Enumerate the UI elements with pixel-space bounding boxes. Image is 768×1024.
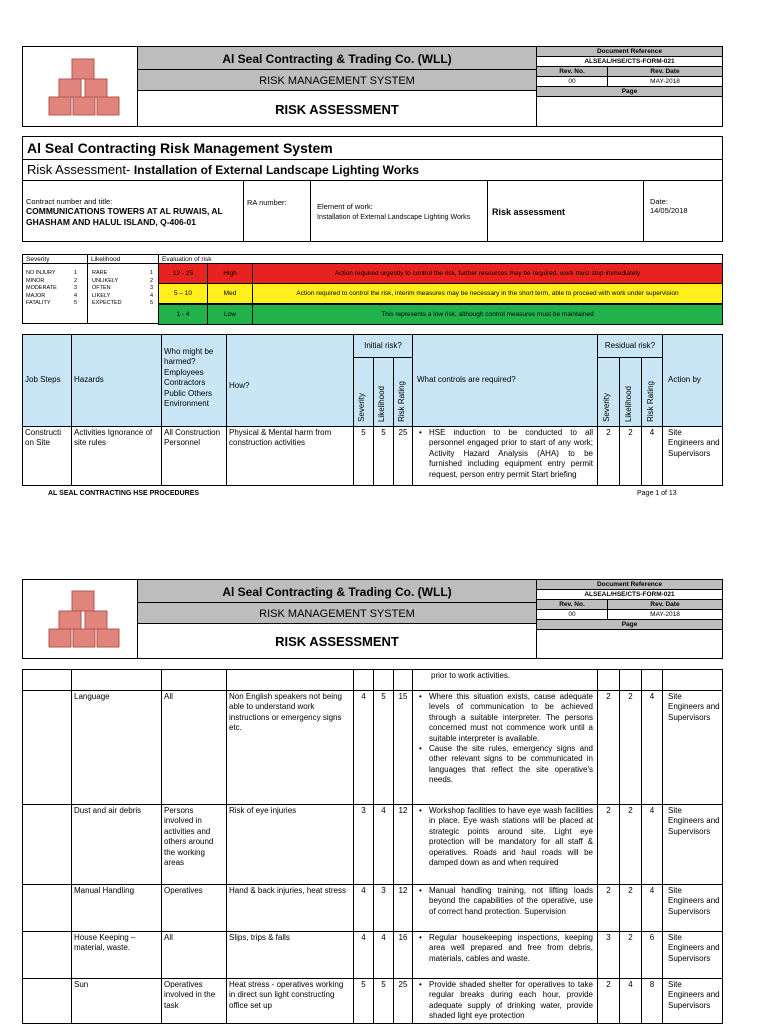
page-label: Page: [536, 86, 723, 97]
initial-rating: 12: [393, 804, 413, 885]
rev-no: 00: [536, 609, 608, 620]
contract-cell: [22, 180, 244, 242]
residual-rating: 4: [641, 426, 663, 486]
col-likelihood: Likelihood: [373, 357, 394, 427]
company-logo: [45, 589, 125, 651]
control-item: • Regular housekeeping inspections, keeping area well prepared and free from debris, materials, cables and waste.: [429, 933, 593, 964]
who-harmed: All: [161, 690, 227, 805]
col-how: How?: [226, 334, 354, 427]
control-item: • Cause the site rules, emergency signs and other relevant signs to be communicated in languages that reflect the site operative's needs.: [429, 744, 593, 786]
likelihood-item: LIKELY: [92, 292, 111, 299]
hazard: Activities Ignorance of site rules: [71, 426, 162, 486]
contract-value: COMMUNICATIONS TOWERS AT AL RUWAIS, AL GHASHAM AND HALUL ISLAND, Q-406-01: [26, 206, 223, 227]
carry-cell: [373, 669, 394, 691]
residual-rating: 6: [641, 931, 663, 979]
who-harmed: Persons involved in activities and others around the working areas: [161, 804, 227, 885]
residual-likelihood: 2: [619, 931, 642, 979]
job-step: [22, 804, 72, 885]
company-name: Al Seal Contracting & Trading Co. (WLL): [137, 579, 537, 603]
action-by: Site Engineers and Supervisors: [662, 884, 723, 932]
severity-head: Severity: [22, 254, 88, 264]
carry-over-text: prior to work activities.: [412, 669, 598, 691]
how-harmed: Risk of eye injuries: [226, 804, 354, 885]
who-harmed: All: [161, 931, 227, 979]
page-cell: [536, 96, 723, 127]
likelihood-num: 1: [150, 270, 154, 276]
residual-severity: 2: [597, 804, 620, 885]
risk-range: 5 – 10: [158, 283, 208, 304]
likelihood-num: 5: [150, 300, 154, 306]
carry-cell: [161, 669, 227, 691]
col-controls: What controls are required?: [412, 334, 598, 427]
risk-level: Med: [207, 283, 253, 304]
carry-cell: [226, 669, 354, 691]
action-by: Site Engineers and Supervisors: [662, 426, 723, 486]
col-initial-risk: Initial risk?: [353, 334, 413, 358]
how-harmed: Physical & Mental harm from construction activities: [226, 426, 354, 486]
initial-severity: 4: [353, 690, 374, 805]
risk-range: 1 - 4: [158, 304, 208, 325]
footer-right: Page 1 of 13: [637, 490, 677, 497]
ra-type-cell: [487, 180, 644, 242]
severity-num: 2: [74, 277, 78, 284]
initial-likelihood: 5: [373, 426, 394, 486]
likelihood-list: [87, 263, 159, 324]
footer-left: AL SEAL CONTRACTING HSE PROCEDURES: [48, 490, 200, 497]
element-cell: [310, 180, 488, 242]
rev-no: 00: [536, 76, 608, 87]
residual-rating: 4: [641, 884, 663, 932]
logo-cell: [22, 46, 138, 127]
severity-num: 4: [74, 292, 78, 299]
carry-cell: [619, 669, 642, 691]
severity-item: MODERATE: [26, 285, 57, 291]
initial-rating: 15: [393, 690, 413, 805]
initial-severity: 5: [353, 978, 374, 1024]
initial-severity: 4: [353, 931, 374, 979]
doc-ref-label: Document Reference: [536, 579, 723, 590]
how-harmed: Slips, trips & falls: [226, 931, 354, 979]
likelihood-item: EXPECTED: [92, 300, 122, 306]
who-harmed: Operatives: [161, 884, 227, 932]
hazard: Language: [71, 690, 162, 805]
col-risk-rating: Risk Rating: [393, 357, 413, 427]
col-res-risk-rating: Risk Rating: [641, 357, 663, 427]
likelihood-item: OFTEN: [92, 285, 111, 291]
initial-likelihood: 4: [373, 804, 394, 885]
initial-rating: 16: [393, 931, 413, 979]
carry-cell: [393, 669, 413, 691]
residual-rating: 8: [641, 978, 663, 1024]
rev-date: MAY-2018: [607, 609, 723, 620]
ra-type: Risk assessment: [492, 207, 566, 217]
initial-severity: 5: [353, 426, 374, 486]
system-title: Al Seal Contracting Risk Management System: [22, 136, 723, 160]
risk-action-text: Action required to control the risk, interim measures may be necessary in the short term, able to proceed with work under supervision: [252, 283, 723, 304]
initial-likelihood: 5: [373, 690, 394, 805]
residual-severity: 2: [597, 426, 620, 486]
carry-cell: [597, 669, 620, 691]
date-value: 14/05/2018: [650, 206, 688, 215]
severity-item: MAJOR: [26, 292, 46, 299]
ra-subject: Installation of External Landscape Lighting Works: [133, 163, 420, 177]
col-job-steps: Job Steps: [22, 334, 72, 427]
controls: [412, 884, 598, 932]
likelihood-item: RARE: [92, 270, 108, 276]
control-item: • Provide shaded shelter for operatives to take regular breaks during each hour, provide adequate supply of drinking water, provide shaded light eye protection: [429, 980, 593, 1022]
action-by: Site Engineers and Supervisors: [662, 931, 723, 979]
risk-range: 12 - 25: [158, 263, 208, 284]
col-hazards: Hazards: [71, 334, 162, 427]
residual-likelihood: 4: [619, 978, 642, 1024]
likelihood-num: 2: [150, 277, 154, 284]
company-logo: [45, 57, 125, 119]
likelihood-num: 3: [150, 285, 154, 291]
initial-rating: 25: [393, 978, 413, 1024]
initial-rating: 25: [393, 426, 413, 486]
col-res-severity: Severity: [597, 357, 620, 427]
risk-action-text: This represents a low risk, although control measures must be maintained: [252, 304, 723, 325]
job-step: [22, 884, 72, 932]
initial-likelihood: 3: [373, 884, 394, 932]
hazard: House Keeping – material, waste.: [71, 931, 162, 979]
residual-likelihood: 2: [619, 884, 642, 932]
severity-item: MINOR: [26, 277, 45, 284]
doc-ref: ALSEAL/HSE/CTS-FORM-021: [536, 589, 723, 600]
page-cell: [536, 629, 723, 659]
carry-cell: [662, 669, 723, 691]
initial-severity: 4: [353, 884, 374, 932]
controls: [412, 978, 598, 1024]
ra-number-cell: [243, 180, 311, 242]
col-residual-risk: Residual risk?: [597, 334, 663, 358]
form-title: RISK ASSESSMENT: [137, 90, 537, 127]
element-value: Installation of External Landscape Lighting Works: [317, 214, 471, 221]
control-item: • Manual handling training, not lifting loads beyond the capabilities of the operative, use of correct hand protection. Supervision: [429, 886, 593, 917]
residual-severity: 2: [597, 978, 620, 1024]
carry-cell: [22, 669, 72, 691]
controls: [412, 690, 598, 805]
risk-level: High: [207, 263, 253, 284]
col-action-by: Action by: [662, 334, 723, 427]
how-harmed: Non English speakers not being able to understand work instructions or emergency signs etc.: [226, 690, 354, 805]
col-who: Who might be harmed? Employees Contractors Public Others Environment: [161, 334, 227, 427]
how-harmed: Heat stress - operatives working in direct sun light constructing office set up: [226, 978, 354, 1024]
residual-severity: 2: [597, 884, 620, 932]
action-by: Site Engineers and Supervisors: [662, 978, 723, 1024]
how-harmed: Hand & back injuries, heat stress: [226, 884, 354, 932]
likelihood-item: UNLIKELY: [92, 277, 119, 284]
likelihood-num: 4: [150, 292, 154, 299]
initial-likelihood: 4: [373, 931, 394, 979]
rev-no-label: Rev. No.: [536, 66, 608, 77]
who-harmed: All Construction Personnel: [161, 426, 227, 486]
controls: [412, 804, 598, 885]
ra-prefix: Risk Assessment-: [27, 162, 134, 177]
job-step: [22, 931, 72, 979]
carry-cell: [641, 669, 663, 691]
rev-no-label: Rev. No.: [536, 599, 608, 610]
control-item: • Workshop facilities to have eye wash facilities in place. Eye wash stations will be placed at strategic points around site. Light eye protection will be mandatory for all staff & operatives. Roads and haul roads will be damped down as and when required: [429, 806, 593, 868]
carry-cell: [71, 669, 162, 691]
date-cell: [643, 180, 723, 242]
residual-likelihood: 2: [619, 804, 642, 885]
carry-cell: [353, 669, 374, 691]
system-name: RISK MANAGEMENT SYSTEM: [137, 602, 537, 624]
severity-item: NO INJURY: [26, 270, 56, 276]
doc-ref: ALSEAL/HSE/CTS-FORM-021: [536, 56, 723, 67]
residual-severity: 2: [597, 690, 620, 805]
form-title: RISK ASSESSMENT: [137, 623, 537, 659]
company-name: Al Seal Contracting & Trading Co. (WLL): [137, 46, 537, 70]
control-item: • HSE induction to be conducted to all personnel engaged prior to start of any work; Activity Hazard Analysis (AHA) to be furnished including equipment entry permit request, person entry permit Start briefing: [429, 428, 593, 480]
element-label: Element of work:: [317, 202, 373, 211]
rev-date-label: Rev. Date: [607, 599, 723, 610]
initial-likelihood: 5: [373, 978, 394, 1024]
controls: [412, 931, 598, 979]
severity-list: [22, 263, 88, 324]
initial-severity: 3: [353, 804, 374, 885]
evaluation-head: Evaluation of risk: [158, 254, 723, 264]
job-step: [22, 978, 72, 1024]
residual-rating: 4: [641, 690, 663, 805]
residual-likelihood: 2: [619, 426, 642, 486]
severity-item: FATALITY: [26, 300, 51, 306]
logo-cell: [22, 579, 138, 659]
residual-severity: 3: [597, 931, 620, 979]
severity-num: 1: [74, 270, 78, 276]
rev-date: MAY-2018: [607, 76, 723, 87]
controls: [412, 426, 598, 486]
risk-action-text: Action required urgently to control the risk, further resources may be required, work must stop immediately: [252, 263, 723, 284]
rev-date-label: Rev. Date: [607, 66, 723, 77]
ra-title: [22, 159, 723, 181]
who-harmed: Operatives involved in the task: [161, 978, 227, 1024]
date-label: Date:: [650, 197, 668, 206]
ra-number-label: RA number:: [247, 198, 287, 207]
residual-likelihood: 2: [619, 690, 642, 805]
system-name: RISK MANAGEMENT SYSTEM: [137, 69, 537, 91]
initial-rating: 12: [393, 884, 413, 932]
col-res-likelihood: Likelihood: [619, 357, 642, 427]
hazard: Sun: [71, 978, 162, 1024]
action-by: Site Engineers and Supervisors: [662, 804, 723, 885]
severity-num: 5: [74, 300, 78, 306]
doc-ref-label: Document Reference: [536, 46, 723, 57]
risk-level: Low: [207, 304, 253, 325]
col-severity: Severity: [353, 357, 374, 427]
contract-label: Contract number and title:: [26, 197, 113, 206]
job-step: [22, 690, 72, 805]
action-by: Site Engineers and Supervisors: [662, 690, 723, 805]
hazard: Manual Handling: [71, 884, 162, 932]
page-label: Page: [536, 619, 723, 630]
job-step: Constructi on Site: [22, 426, 72, 486]
hazard: Dust and air debris: [71, 804, 162, 885]
control-item: • Where this situation exists, cause adequate levels of communication to be achieved through a suitable interpreter. The persons concerned must not commence work until a suitable interpreter is available.: [429, 692, 593, 744]
residual-rating: 4: [641, 804, 663, 885]
severity-num: 3: [74, 285, 78, 291]
likelihood-head: Likelihood: [87, 254, 159, 264]
